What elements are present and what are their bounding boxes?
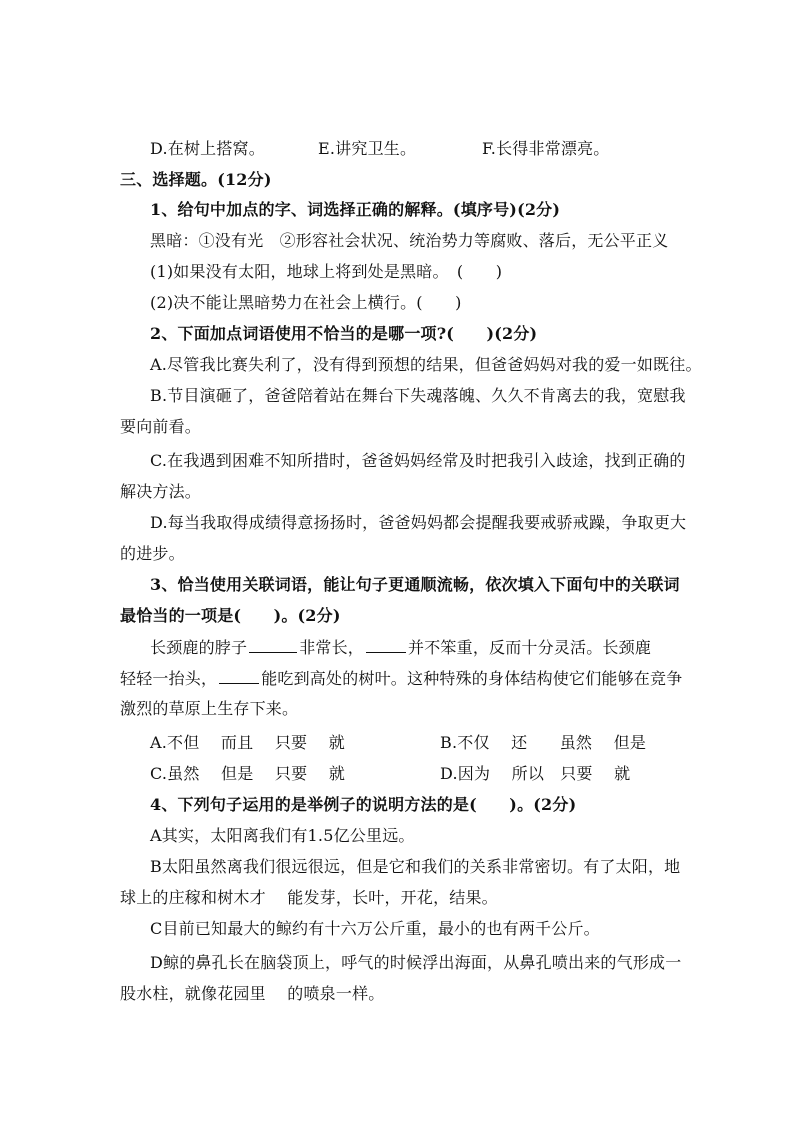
passage-text: 并不笨重，反而十分灵活。长颈鹿 xyxy=(408,638,652,657)
fill-blank-2[interactable] xyxy=(366,637,406,653)
question-4-option-b-cont: 球上的庄稼和树木才 能发芽，长叶，开花，结果。 xyxy=(120,888,498,907)
question-3-option-c: C.虽然 但是 只要 就 xyxy=(150,764,346,783)
question-1: 1、给句中加点的字、词选择正确的解释。(填序号)(2分) xyxy=(150,200,561,219)
passage-text: 长颈鹿的脖子 xyxy=(150,638,248,657)
question-3-passage-line-1 xyxy=(150,637,651,658)
question-4-option-a: A其实，太阳离我们有1.5亿公里远。 xyxy=(150,826,415,845)
question-2-option-a: A.尽管我比赛失利了，没有得到预想的结果，但爸爸妈妈对我的爱一如既往。 xyxy=(150,355,702,374)
option-f: F.长得非常漂亮。 xyxy=(482,139,610,158)
question-3-cont: 最恰当的一项是( )。(2分) xyxy=(120,606,341,625)
question-2: 2、下面加点词语使用不恰当的是哪一项?( )(2分) xyxy=(150,324,538,343)
question-2-option-c-cont: 解决方法。 xyxy=(120,482,202,501)
question-3-passage-line-3: 激烈的草原上生存下来。 xyxy=(120,699,299,718)
option-d: D.在树上搭窝。 xyxy=(150,139,265,158)
question-1-definition: 黑暗：①没有光 ②形容社会状况、统治势力等腐败、落后，无公平正义 xyxy=(150,231,669,250)
question-1-sentence-1: (1)如果没有太阳，地球上将到处是黑暗。 ( ) xyxy=(150,262,503,281)
question-2-option-d-cont: 的进步。 xyxy=(120,544,185,563)
question-4-option-d-cont: 股水柱，就像花园里 的喷泉一样。 xyxy=(120,984,385,1003)
question-2-option-b: B.节目演砸了，爸爸陪着站在舞台下失魂落魄、久久不肯离去的我，宽慰我 xyxy=(150,386,686,405)
question-2-option-b-cont: 要向前看。 xyxy=(120,417,202,436)
question-3-passage-line-2 xyxy=(120,668,682,689)
section-3-heading: 三、选择题。(12分) xyxy=(120,170,272,189)
option-e: E.讲究卫生。 xyxy=(318,139,417,158)
question-4-option-b: B太阳虽然离我们很远很远，但是它和我们的关系非常密切。有了太阳，地 xyxy=(150,857,681,876)
question-1-sentence-2: (2)决不能让黑暗势力在社会上横行。( ) xyxy=(150,293,462,312)
question-2-option-d: D.每当我取得成绩得意扬扬时，爸爸妈妈都会提醒我要戒骄戒躁，争取更大 xyxy=(150,513,687,532)
question-3-option-b: B.不仅 还 虽然 但是 xyxy=(440,733,647,752)
question-4: 4、下列句子运用的是举例子的说明方法的是( )。(2分) xyxy=(150,795,577,814)
question-4-option-c: C目前已知最大的鲸约有十六万公斤重，最小的也有两千公斤。 xyxy=(150,919,600,938)
fill-blank-1[interactable] xyxy=(249,637,297,653)
question-3-option-d: D.因为 所以 只要 就 xyxy=(440,764,631,783)
question-4-option-d: D鲸的鼻孔长在脑袋顶上，呼气的时候浮出海面，从鼻孔喷出来的气形成一 xyxy=(150,953,682,972)
question-3: 3、恰当使用关联词语，能让句子更通顺流畅，依次填入下面句中的关联词 xyxy=(150,575,680,594)
passage-text: 轻轻一抬头， xyxy=(120,669,218,688)
question-2-option-c: C.在我遇到困难不知所措时，爸爸妈妈经常及时把我引入歧途，找到正确的 xyxy=(150,451,686,470)
passage-text: 能吃到高处的树叶。这种特殊的身体结构使它们能够在竞争 xyxy=(261,669,683,688)
passage-text: 非常长， xyxy=(299,638,365,657)
question-3-option-a: A.不但 而且 只要 就 xyxy=(150,733,345,752)
fill-blank-3[interactable] xyxy=(219,668,259,684)
